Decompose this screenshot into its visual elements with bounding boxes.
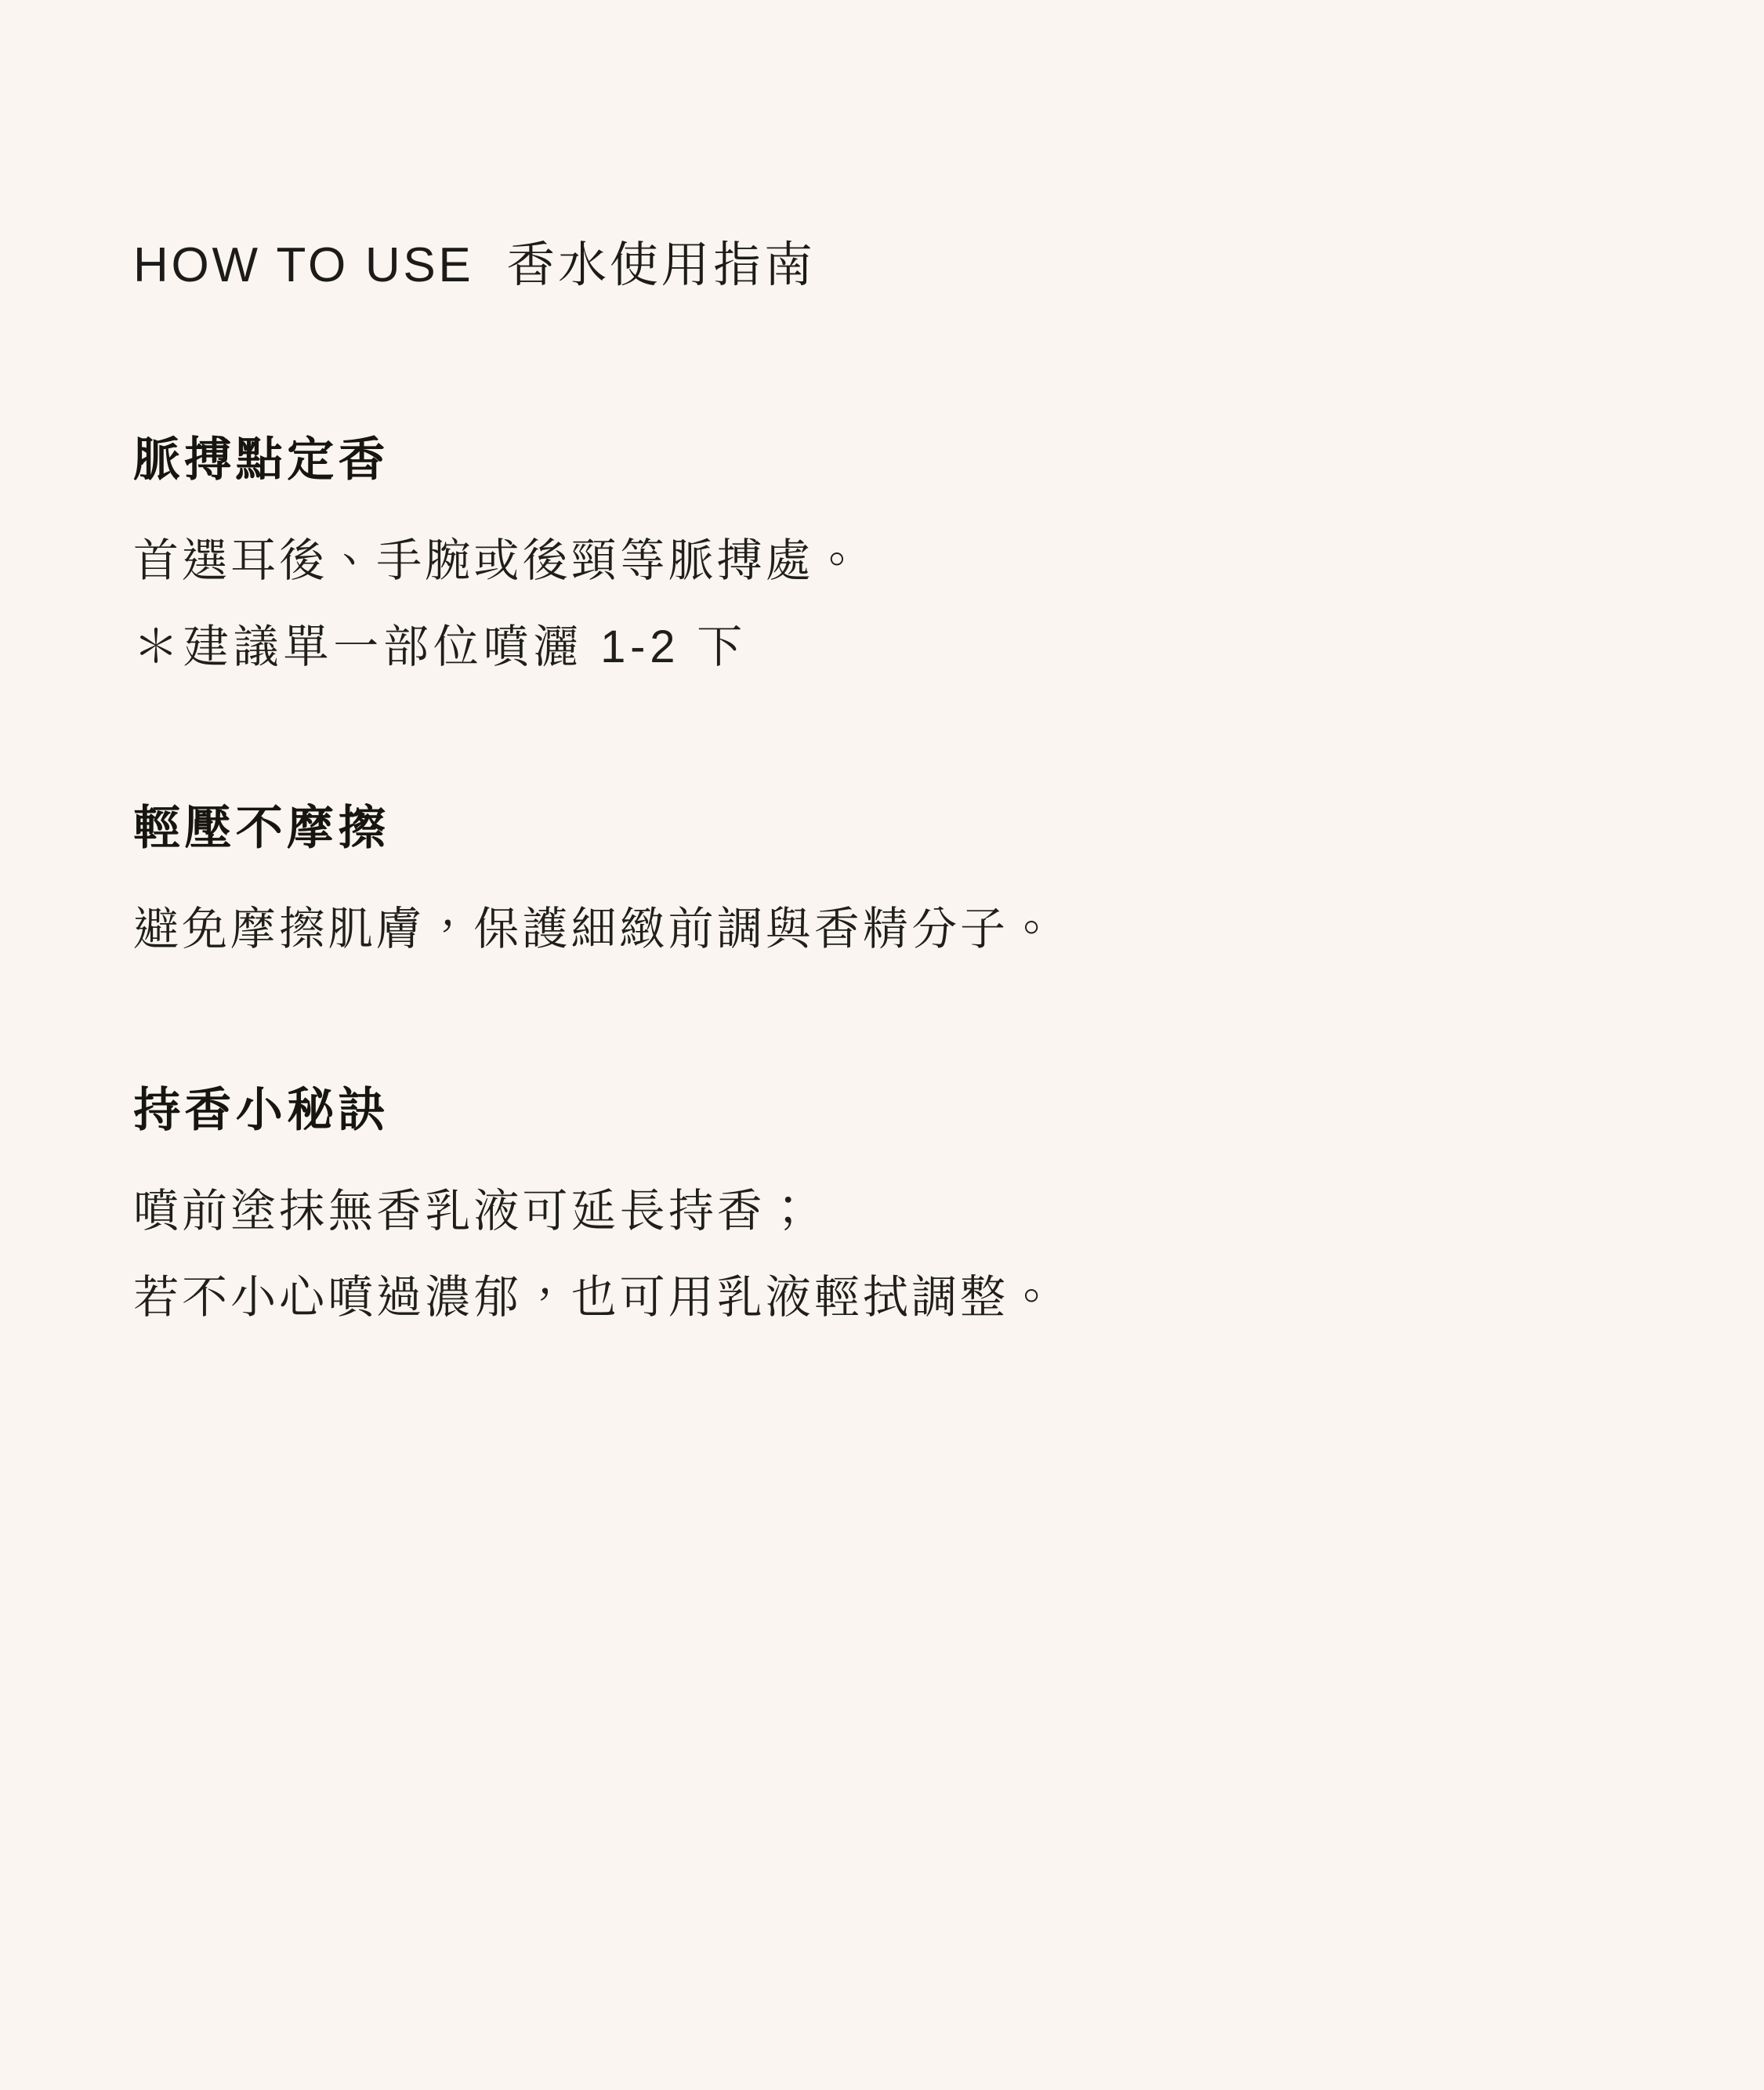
instruction-sections (133, 429, 1631, 1333)
section-body-line: 噴前塗抹無香乳液可延長持香； (133, 1185, 814, 1237)
section-body-line: 若不小心噴過濃郁，也可用乳液輕拭調整。 (133, 1272, 1058, 1324)
section-longevity-tips (133, 1080, 1631, 1332)
section-body-line: 避免摩擦肌膚，保護細緻前調與香精分子。 (133, 903, 1058, 954)
section-no-rubbing (133, 798, 1631, 964)
section-pulse-points (133, 429, 1631, 682)
section-heading: 脈搏點定香 (133, 433, 389, 486)
section-body-line: 首選耳後、手腕或後頸等脈搏處。 (133, 534, 863, 586)
section-heading: 持香小秘訣 (133, 1083, 389, 1136)
section-heading: 輕壓不摩擦 (133, 801, 389, 854)
page-title: HOW TO USE 香水使用指南 (133, 238, 816, 292)
section-note-line: ＊建議單一部位噴灑 1-2 下 (133, 621, 748, 672)
